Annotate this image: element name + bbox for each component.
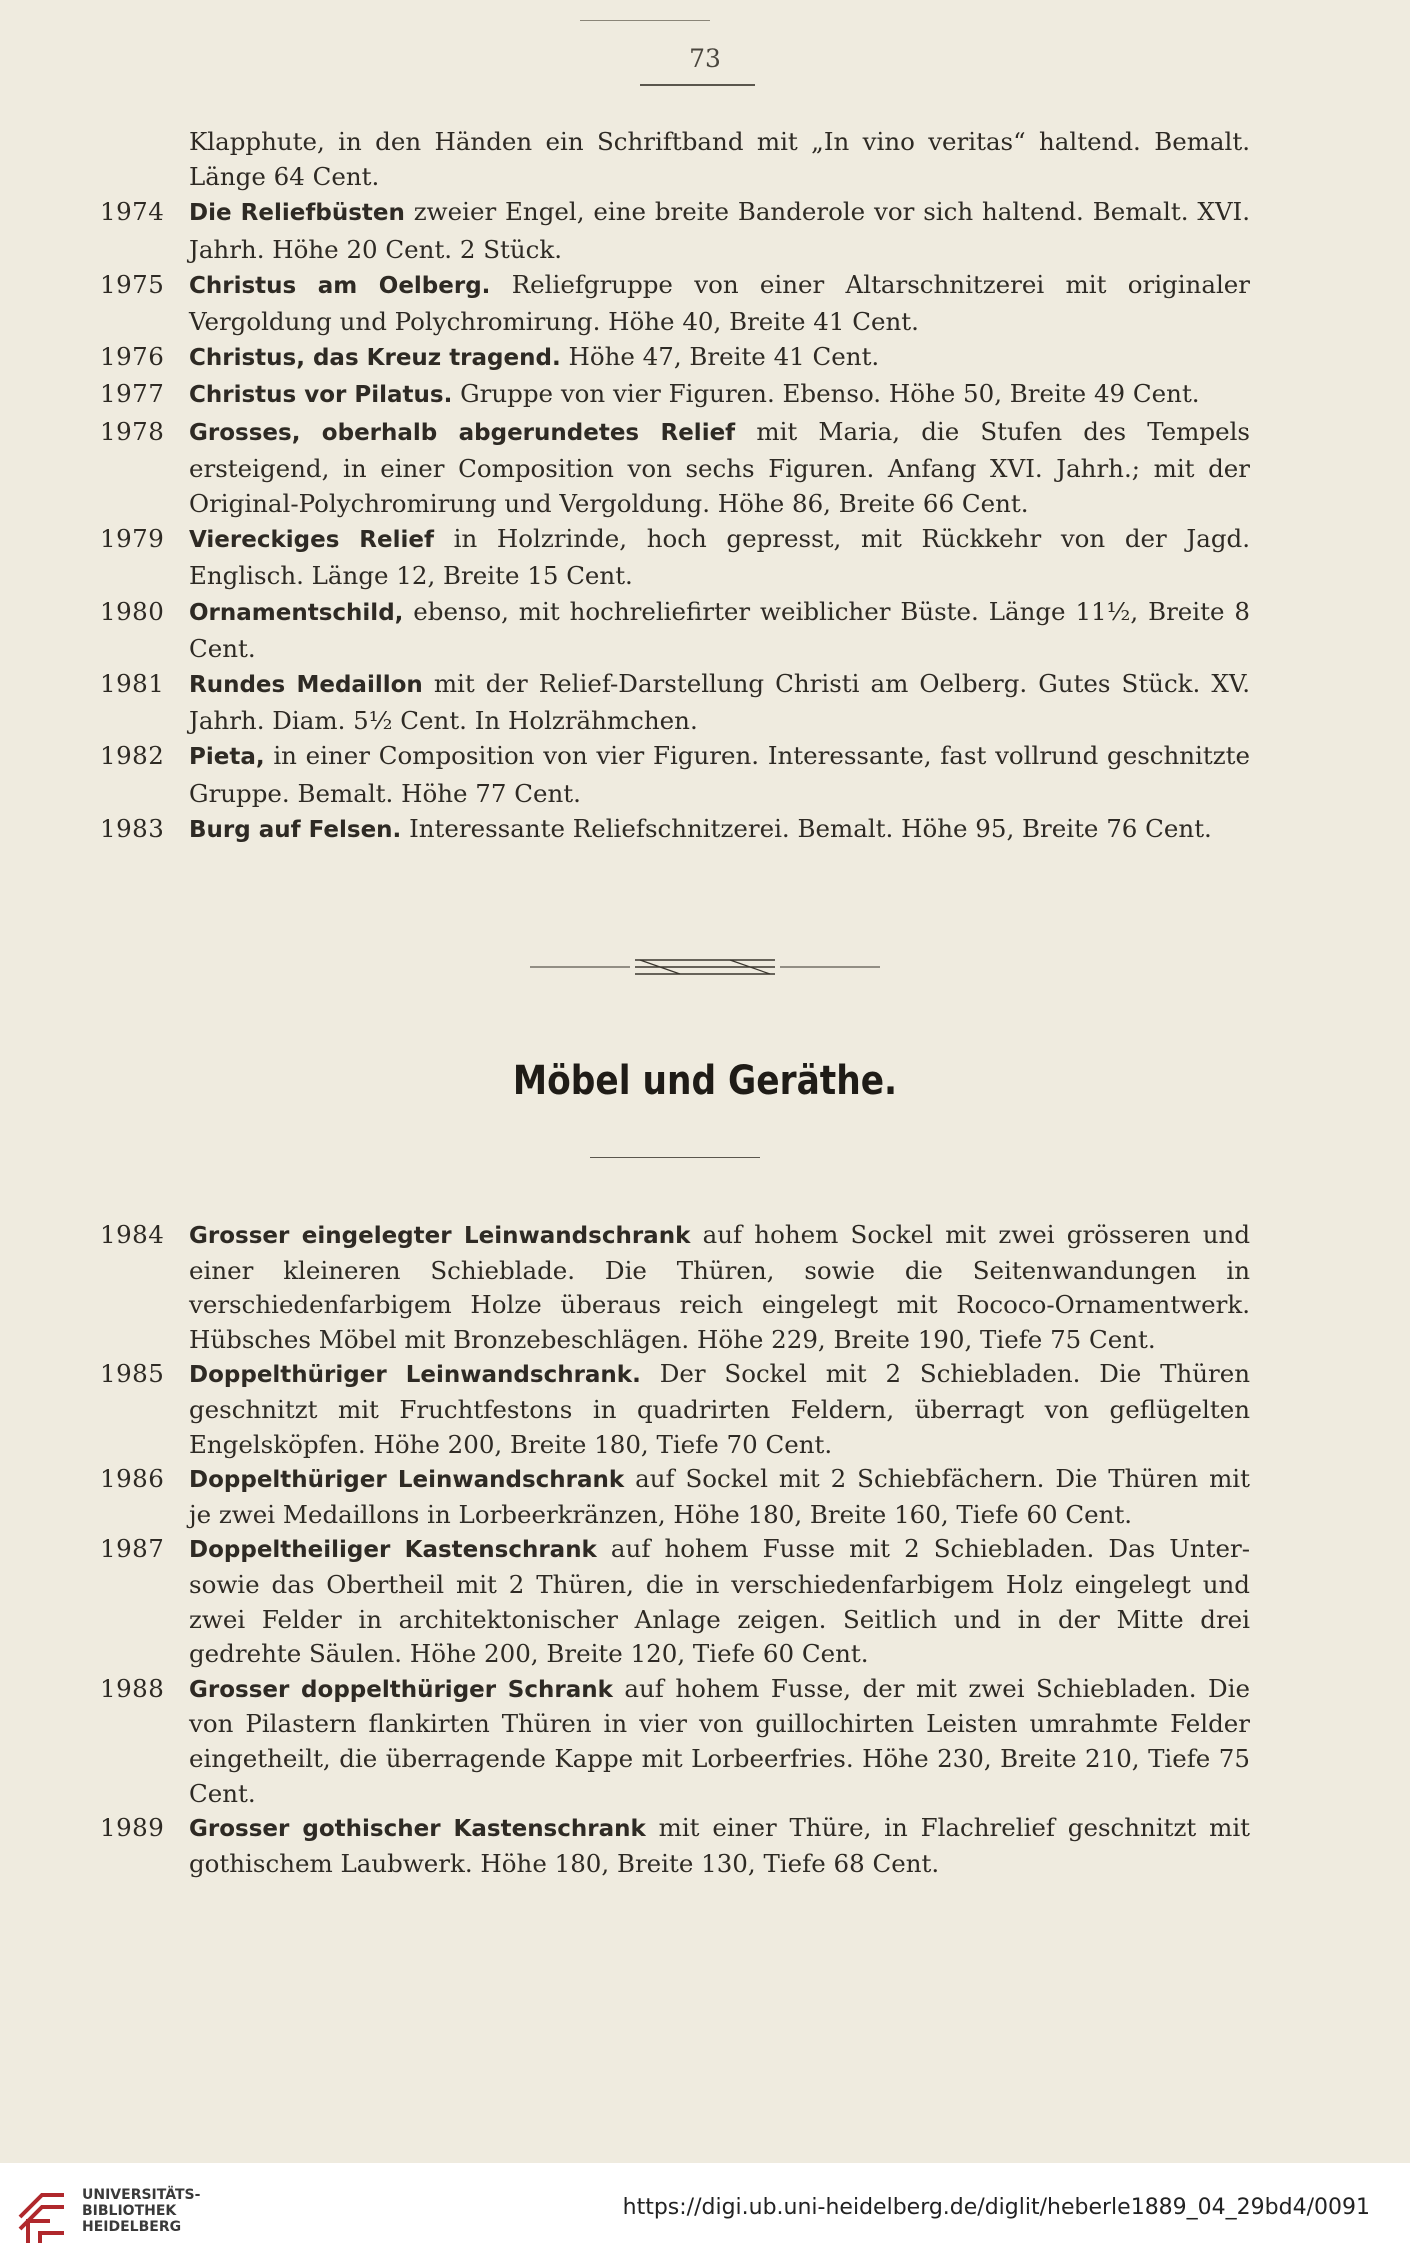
lot-description: auf hohem Fusse mit 2 Schiebladen. Das Unter- sowie das Obertheil mit 2 Thüren, die in verschiedenfarbigem Holz eingelegt und zwei Felder in architektonischer Anlage zeigen. Seitlich und in der Mitte drei gedrehte Säulen. Höhe 200, Breite 120, Tiefe 60 Cent.	[189, 1534, 1250, 1669]
lot-title: Grosser eingelegter Leinwandschrank	[189, 1223, 691, 1249]
page-number-rule	[640, 84, 755, 86]
catalog-entry	[100, 1811, 1250, 1881]
lot-title: Pieta,	[189, 744, 265, 771]
lot-number: 1975	[100, 269, 165, 299]
catalog-entry	[100, 666, 1250, 738]
lot-number: 1976	[100, 342, 165, 372]
catalog-entry	[100, 1357, 1250, 1462]
lot-description: Höhe 47, Breite 41 Cent.	[560, 342, 880, 372]
lot-description: mit Maria, die Stufen des Tempels ersteigend, in einer Composition von sechs Figuren. Anfang XVI. Jahrh.; mit der Original-Polychromirung und Vergoldung. Höhe 86, Breite 66 Cent.	[189, 416, 1250, 519]
library-name-line-3: HEIDELBERG	[82, 2219, 182, 2235]
catalog-entry	[100, 594, 1250, 666]
lot-title: Ornamentschild,	[189, 599, 404, 626]
lot-title: Grosser doppelthüriger Schrank	[189, 1676, 613, 1703]
lot-number: 1988	[100, 1673, 165, 1703]
lot-number: 1984	[100, 1220, 165, 1249]
lot-description: Klapphute, in den Händen ein Schriftband mit „In vino veritas“ haltend. Bemalt. Länge 64 Cent.	[189, 127, 1250, 192]
lot-description: Interessante Reliefschnitzerei. Bemalt. Höhe 95, Breite 76 Cent.	[401, 813, 1212, 843]
lot-title: Christus, das Kreuz tragend.	[189, 345, 561, 372]
lot-number: 1977	[100, 379, 165, 409]
lot-title: Rundes Medaillon	[189, 672, 423, 699]
footer-bar	[0, 2163, 1410, 2266]
lot-description: Der Sockel mit 2 Schiebladen. Die Thüren geschnitzt mit Fruchtfestons in quadrirten Feldern, überragt von geflügelten Engelsköpfen. Höhe 200, Breite 180, Tiefe 70 Cent.	[189, 1359, 1250, 1459]
lot-number: 1981	[100, 669, 165, 699]
lot-description: mit der Relief-Darstellung Christi am Oelberg. Gutes Stück. XV. Jahrh. Diam. 5½ Cent. In Holzrähmchen.	[189, 669, 1250, 736]
catalog-entry	[100, 1532, 1250, 1671]
lot-number: 1987	[100, 1534, 165, 1564]
lot-title: Grosses, oberhalb abgerundetes Relief	[189, 419, 736, 446]
library-name-line-1: UNIVERSITÄTS-	[82, 2187, 201, 2203]
catalog-entry	[100, 267, 1250, 339]
catalog-entry	[100, 1218, 1250, 1357]
section-rule	[590, 1157, 760, 1158]
page-number: 73	[689, 44, 721, 73]
lot-number: 1979	[100, 524, 165, 554]
lot-number: 1985	[100, 1359, 165, 1389]
lot-title: Doppelthüriger Leinwandschrank	[189, 1467, 625, 1494]
lot-description: mit einer Thüre, in Flachrelief geschnitzt mit gothischem Laubwerk. Höhe 180, Breite 130, Tiefe 68 Cent.	[189, 1813, 1250, 1878]
lot-description: ebenso, mit hochreliefirter weiblicher Büste. Länge 11½, Breite 8 Cent.	[189, 596, 1250, 663]
lot-title: Doppelthüriger Leinwandschrank.	[189, 1362, 641, 1389]
top-rule	[580, 20, 710, 21]
lot-description: zweier Engel, eine breite Banderole vor sich haltend. Bemalt. XVI. Jahrh. Höhe 20 Cent. 2 Stück.	[189, 197, 1250, 264]
catalog-entry	[100, 1462, 1250, 1532]
lot-title: Viereckiges Relief	[189, 527, 434, 554]
catalog-entry	[100, 1672, 1250, 1811]
catalog-entry	[100, 194, 1250, 266]
lot-number: 1983	[100, 813, 165, 843]
lot-number: 1989	[100, 1813, 165, 1843]
lot-description: auf hohem Fusse, der mit zwei Schiebladen. Die von Pilastern flankirten Thüren in vier von guillochirten Leisten umrahmte Felder eingetheilt, die überragende Kappe mit Lorbeerfries. Höhe 230, Breite 210, Tiefe 75 Cent.	[189, 1673, 1251, 1808]
lot-number: 1978	[100, 416, 165, 446]
lot-description: in einer Composition von vier Figuren. Interessante, fast vollrund geschnitzte Gruppe. Bemalt. Höhe 77 Cent.	[189, 741, 1250, 808]
lot-title: Christus vor Pilatus.	[189, 382, 453, 409]
lot-description: in Holzrinde, hoch gepresst, mit Rückkehr von der Jagd. Englisch. Länge 12, Breite 15 Cent.	[189, 524, 1251, 591]
library-logo-icon[interactable]	[14, 2177, 72, 2247]
lot-number: 1980	[100, 596, 165, 626]
lot-title: Die Reliefbüsten	[189, 200, 405, 227]
library-name	[82, 2187, 200, 2235]
lot-description: Gruppe von vier Figuren. Ebenso. Höhe 50, Breite 49 Cent.	[452, 379, 1200, 409]
catalog-entry	[100, 376, 1250, 413]
catalog-entries-top	[100, 124, 1250, 848]
catalog-entry	[100, 339, 1250, 376]
lot-number: 1986	[100, 1464, 165, 1494]
catalog-entry	[100, 738, 1250, 810]
lot-title: Christus am Oelberg.	[189, 272, 491, 299]
lot-number: 1982	[100, 741, 165, 771]
lot-title: Burg auf Felsen.	[189, 816, 402, 843]
permalink-url[interactable]: https://digi.ub.uni-heidelberg.de/diglit/heberle1889_04_29bd4/0091	[622, 2195, 1370, 2220]
lot-description: auf hohem Sockel mit zwei grösseren und einer kleineren Schieblade. Die Thüren, sowie die Seitenwandungen in verschiedenfarbigem Holze überaus reich eingelegt mit Rococo-Ornamentwerk. Hübsches Möbel mit Bronzebeschlägen. Höhe 229, Breite 190, Tiefe 75 Cent.	[189, 1220, 1251, 1354]
catalog-entry	[100, 811, 1250, 848]
catalog-entry	[100, 521, 1250, 593]
lot-title: Doppeltheiliger Kastenschrank	[189, 1537, 597, 1564]
lot-description: Reliefgruppe von einer Altarschnitzerei mit originaler Vergoldung und Polychromirung. Höhe 40, Breite 41 Cent.	[189, 269, 1250, 337]
catalog-entry	[100, 124, 1250, 194]
ornament-divider	[530, 955, 880, 979]
catalog-entries-bottom	[100, 1218, 1250, 1881]
catalog-entry	[100, 414, 1250, 522]
section-title: Möbel und Geräthe.	[512, 1058, 898, 1104]
library-name-line-2: BIBLIOTHEK	[82, 2203, 177, 2219]
lot-number: 1974	[100, 197, 165, 227]
lot-title: Grosser gothischer Kastenschrank	[189, 1816, 646, 1843]
lot-description: auf Sockel mit 2 Schiebfächern. Die Thüren mit je zwei Medaillons in Lorbeerkränzen, Höhe 180, Breite 160, Tiefe 60 Cent.	[189, 1464, 1250, 1529]
